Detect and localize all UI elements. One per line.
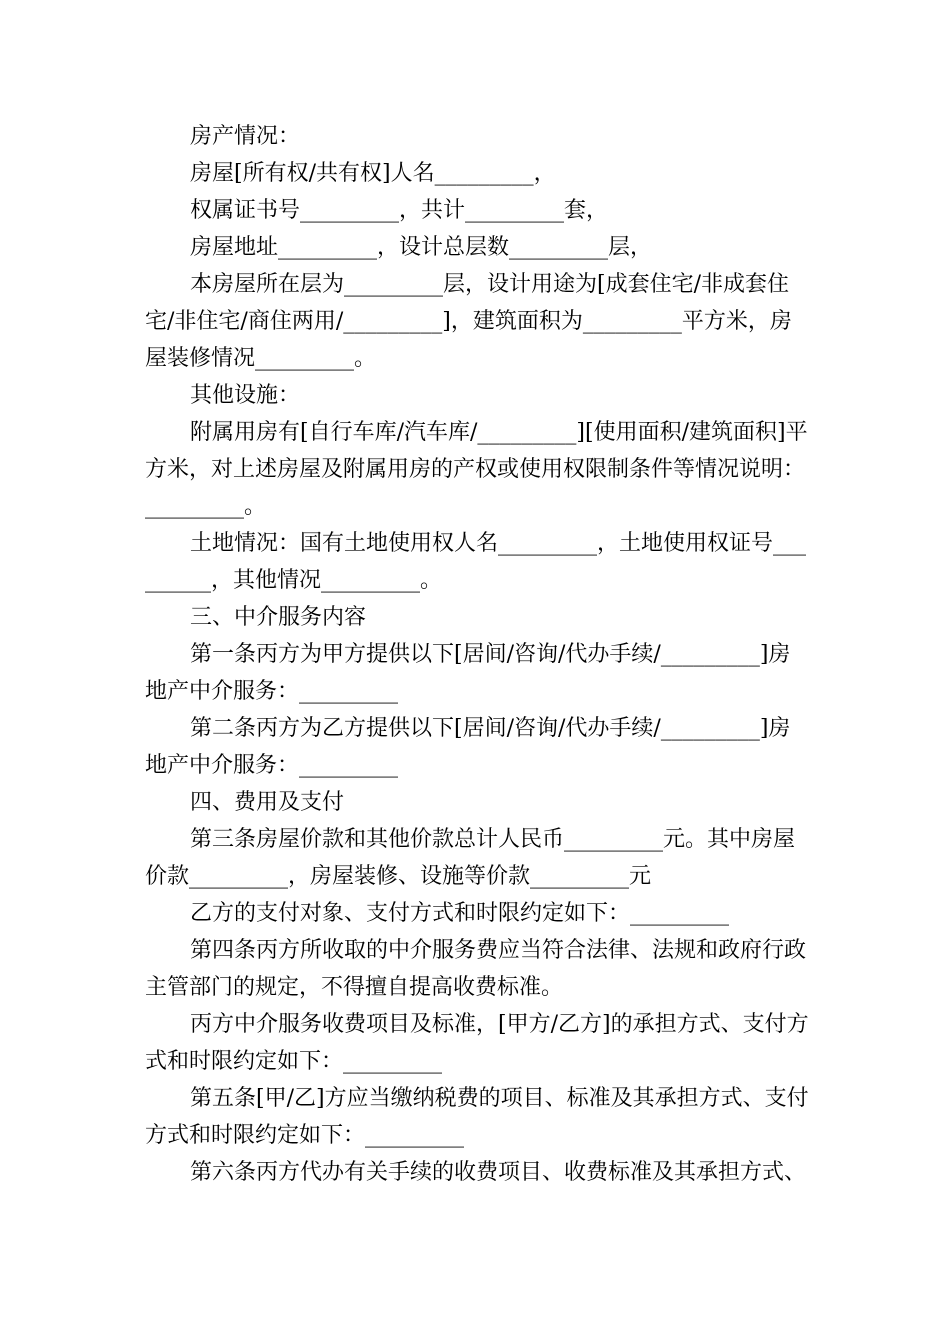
- paragraph-address: 房屋地址_________，设计总层数_________层，: [190, 235, 653, 260]
- paragraph-owner-name: 房屋[所有权/共有权]人名_________，: [190, 161, 556, 186]
- section-heading-fees: 四、费用及支付: [190, 790, 345, 815]
- paragraph-service-fees: 丙方中介服务收费项目及标准，[甲方/乙方]的承担方式、支付方式和时限约定如下：_________: [145, 1012, 809, 1074]
- clause-1: 第一条丙方为甲方提供以下[居间/咨询/代办手续/_________]房地产中介服务：_________: [145, 642, 791, 704]
- clause-4: 第四条丙方所收取的中介服务费应当符合法律、法规和政府行政主管部门的规定，不得擅自提高收费标准。: [145, 938, 807, 1000]
- paragraph-payment-terms: 乙方的支付对象、支付方式和时限约定如下：_________: [190, 901, 730, 926]
- clause-5: 第五条[甲/乙]方应当缴纳税费的项目、标准及其承担方式、支付方式和时限约定如下：_________: [145, 1086, 809, 1148]
- paragraph-other-facilities: 其他设施：: [190, 383, 301, 408]
- clause-3: 第三条房屋价款和其他价款总计人民币_________元。其中房屋价款_________，房屋装修、设施等价款_________元: [145, 827, 796, 889]
- clause-2: 第二条丙方为乙方提供以下[居间/咨询/代办手续/_________]房地产中介服务：_________: [145, 716, 791, 778]
- paragraph-floor-usage: 本房屋所在层为_________层，设计用途为[成套住宅/非成套住宅/非住宅/商住两用/_________]，建筑面积为_________平方米，房屋装修情况_________。: [145, 272, 792, 371]
- paragraph-property-info: 房产情况：: [190, 124, 301, 149]
- paragraph-land-info: 土地情况：国有土地使用权人名_________，土地使用权证号_________，其他情况_________。: [145, 531, 807, 593]
- paragraph-certificate: 权属证书号_________，共计_________套，: [190, 198, 609, 223]
- clause-6: 第六条丙方代办有关手续的收费项目、收费标准及其承担方式、: [190, 1160, 807, 1185]
- paragraph-auxiliary-rooms: 附属用房有[自行车库/汽车库/_________][使用面积/建筑面积]平方米，对上述房屋及附属用房的产权或使用权限制条件等情况说明：_________。: [145, 420, 808, 519]
- section-heading-services: 三、中介服务内容: [190, 605, 367, 630]
- document-body: [145, 118, 810, 1191]
